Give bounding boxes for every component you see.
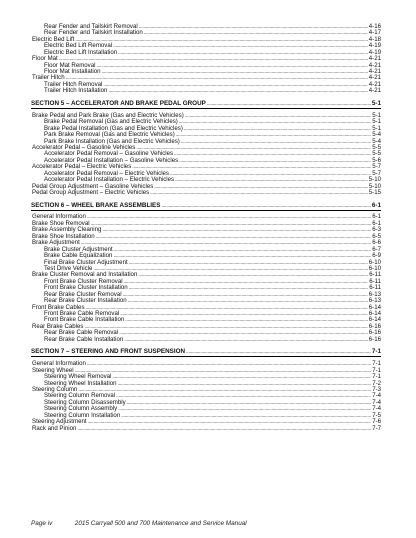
toc-entry-page: 4-21 — [368, 80, 381, 88]
toc-entry-page: 5-5 — [372, 150, 381, 158]
dot-leader — [161, 202, 370, 210]
toc-entry[interactable] — [31, 88, 381, 94]
toc-entry-page: 4-21 — [368, 87, 381, 95]
toc-entry-title: Park Brake Removal (Gas and Electric Vehicles) — [44, 131, 175, 139]
toc-entry-title: Rear Brake Cluster Installation — [44, 297, 127, 305]
toc-entry-page: 6-16 — [368, 329, 381, 337]
dot-leader — [150, 190, 368, 196]
table-of-contents — [31, 24, 381, 432]
toc-section-heading[interactable] — [31, 100, 381, 108]
toc-entry-page: 7-3 — [372, 385, 381, 393]
toc-entry-page: 7-6 — [372, 418, 381, 426]
section-page-number: 7-1 — [371, 348, 381, 356]
toc-entry-title: Rear Brake Cables — [32, 322, 84, 330]
toc-entry-page: 4-19 — [368, 48, 381, 56]
toc-entry-page: 7-1 — [372, 366, 381, 374]
toc-entry-title: Brake Shoe Installation — [32, 232, 95, 240]
toc-entry-title: Brake Cluster Removal and Installation — [32, 271, 138, 279]
toc-entry-title: Accelerator Pedal Installation – Electric Vehicles — [44, 176, 175, 184]
toc-entry-page: 4-18 — [368, 35, 381, 43]
dot-leader — [108, 88, 367, 94]
toc-entry-title: Electric Bed Lift Installation — [44, 48, 118, 56]
section-title: SECTION 6 – WHEEL BRAKE ASSEMBLIES — [31, 201, 161, 209]
toc-entry-page: 5-7 — [372, 163, 381, 171]
toc-entry-page: 6-11 — [369, 271, 381, 279]
toc-entry-page: 7-4 — [372, 398, 381, 406]
toc-entry-page: 4-21 — [368, 61, 381, 69]
toc-entry-title: Steering Column Removal — [44, 392, 116, 400]
toc-entry-title: General Information — [32, 213, 86, 221]
toc-entry-title: Brake Cable Equalization — [44, 252, 113, 260]
toc-entry-title: Steering Wheel — [32, 366, 74, 374]
toc-entry-page: 4-19 — [368, 42, 381, 50]
dot-leader — [186, 348, 371, 356]
toc-entry-title: General Information — [32, 360, 86, 368]
toc-entry-title: Accelerator Pedal Removal – Gasoline Vehicles — [44, 150, 174, 158]
toc-entry-title: Park Brake Installation (Gas and Electric Vehicles) — [44, 137, 180, 145]
toc-entry-page: 6-14 — [368, 316, 381, 324]
footer-manual-title: 2015 Carryall 500 and 700 Maintenance and Service Manual — [74, 520, 247, 527]
footer-page-number: Page iv — [31, 520, 53, 527]
toc-entry[interactable] — [31, 426, 381, 432]
toc-entry-title: Brake Shoe Removal — [32, 219, 90, 227]
toc-entry-page: 5-1 — [372, 118, 381, 126]
section-page-number: 5-1 — [371, 99, 381, 107]
toc-entry-page: 7-4 — [372, 392, 381, 400]
toc-entry-page: 5-10 — [368, 176, 381, 184]
toc-entry-title: Rear Fender and Tailskirt Removal — [44, 22, 138, 30]
toc-entry-title: Pedal Group Adjustment – Electric Vehicles — [32, 189, 150, 197]
toc-entry-title: Front Brake Cluster Installation — [44, 284, 128, 292]
toc-entry-title: Floor Mat Removal — [44, 61, 96, 69]
toc-entry-page: 5-15 — [368, 189, 381, 197]
toc-entry-title: Steering Column Installation — [44, 411, 121, 419]
toc-entry-title: Trailer Hitch Removal — [44, 80, 103, 88]
toc-entry-page: 7-4 — [372, 405, 381, 413]
section-page-number: 6-1 — [371, 201, 381, 209]
toc-entry-page: 7-1 — [372, 360, 381, 368]
toc-entry-title: Brake Assembly Cleaning — [32, 226, 102, 234]
toc-entry-title: Pedal Group Adjustment – Gasoline Vehicles — [32, 182, 154, 190]
toc-entry-page: 6-11 — [369, 277, 381, 285]
toc-entry-page: 5-6 — [372, 156, 381, 164]
toc-entry-title: Test Drive Vehicle — [44, 264, 93, 272]
toc-entry-page: 4-17 — [368, 29, 381, 37]
toc-section-heading[interactable] — [31, 202, 381, 210]
toc-entry-page: 4-21 — [368, 55, 381, 63]
toc-entry-title: Brake Cluster Adjustment — [44, 245, 113, 253]
toc-entry-page: 7-5 — [372, 411, 381, 419]
toc-entry-page: 5-10 — [368, 182, 381, 190]
toc-entry-title: Brake Pedal Installation (Gas and Electric Vehicles) — [44, 124, 183, 132]
toc-entry-title: Floor Mat Installation — [44, 68, 101, 76]
toc-entry[interactable] — [31, 337, 381, 343]
toc-entry-page: 5-4 — [372, 137, 381, 145]
toc-entry-page: 4-21 — [368, 74, 381, 82]
toc-entry-page: 6-11 — [369, 284, 381, 292]
toc-entry-title: Brake Pedal and Park Brake (Gas and Electric Vehicles) — [32, 111, 184, 119]
toc-entry-page: 6-13 — [368, 290, 381, 298]
page-footer — [31, 520, 386, 527]
toc-section-heading[interactable] — [31, 348, 381, 356]
toc-entry-title: Steering Column Assembly — [44, 405, 118, 413]
dot-leader — [207, 100, 371, 108]
toc-entry-title: Front Brake Cluster Removal — [44, 277, 123, 285]
toc-entry-page: 6-3 — [372, 226, 381, 234]
toc-entry-title: Front Brake Cable Installation — [44, 316, 125, 324]
toc-entry-title: Accelerator Pedal – Gasoline Vehicles — [32, 143, 136, 151]
toc-entry-page: 6-16 — [368, 335, 381, 343]
toc-entry-page: 7-1 — [372, 373, 381, 381]
toc-entry-page: 5-4 — [372, 131, 381, 139]
toc-entry-page: 6-14 — [368, 303, 381, 311]
toc-entry-page: 6-1 — [372, 219, 381, 227]
toc-entry-page: 6-7 — [372, 245, 381, 253]
toc-entry-title: Trailer Hitch Installation — [44, 87, 108, 95]
toc-entry-page: 7-7 — [372, 424, 381, 432]
toc-entry-title: Front Brake Cable Removal — [44, 310, 120, 318]
dot-leader — [77, 426, 371, 432]
toc-entry-title: Steering Wheel Installation — [44, 379, 117, 387]
toc-entry-title: Electric Bed Lift Removal — [44, 42, 113, 50]
toc-entry-title: Steering Wheel Removal — [44, 373, 112, 381]
toc-entry-page: 6-16 — [368, 322, 381, 330]
toc-entry-title: Rear Fender and Tailskirt Installation — [44, 29, 143, 37]
toc-entry-page: 6-9 — [372, 252, 381, 260]
toc-entry-page: 5-5 — [372, 143, 381, 151]
toc-entry-title: Accelerator Pedal Installation – Gasoline Vehicles — [44, 156, 179, 164]
toc-entry[interactable] — [31, 190, 381, 196]
toc-entry-title: Accelerator Pedal Removal – Electric Vehicles — [44, 169, 169, 177]
toc-entry-title: Floor Mat — [32, 55, 58, 63]
toc-entry-page: 6-10 — [368, 264, 381, 272]
toc-entry-title: Rack and Pinion — [32, 424, 77, 432]
toc-entry-title: Steering Column — [32, 385, 78, 393]
toc-entry-page: 7-2 — [372, 379, 381, 387]
toc-entry-title: Electric Bed Lift — [32, 35, 75, 43]
section-title: SECTION 7 – STEERING AND FRONT SUSPENSION — [31, 348, 186, 356]
toc-entry-page: 6-10 — [368, 258, 381, 266]
toc-entry-title: Final Brake Cluster Adjustment — [44, 258, 128, 266]
toc-entry-title: Accelerator Pedal – Electric Vehicles — [32, 163, 132, 171]
toc-entry-title: Steering Column Disassembly — [44, 398, 126, 406]
toc-entry-title: Trailer Hitch — [32, 74, 65, 82]
toc-entry-page: 6-14 — [368, 310, 381, 318]
toc-entry-page: 4-21 — [368, 68, 381, 76]
toc-entry-page: 6-5 — [372, 232, 381, 240]
dot-leader — [124, 337, 368, 343]
toc-entry-page: 5-1 — [372, 111, 381, 119]
toc-entry-page: 4-16 — [368, 22, 381, 30]
section-title: SECTION 5 – ACCELERATOR AND BRAKE PEDAL GROUP — [31, 99, 206, 107]
toc-entry-title: Steering Adjustment — [32, 418, 87, 426]
toc-entry-title: Front Brake Cables — [32, 303, 85, 311]
toc-entry-page: 6-13 — [368, 297, 381, 305]
toc-entry-title: Rear Brake Cable Installation — [44, 335, 124, 343]
toc-entry-title: Rear Brake Cluster Removal — [44, 290, 122, 298]
toc-entry-page: 6-1 — [372, 213, 381, 221]
toc-entry-page: 5-7 — [372, 169, 381, 177]
toc-entry-title: Rear Brake Cable Removal — [44, 329, 119, 337]
toc-entry-page: 5-1 — [372, 124, 381, 132]
toc-entry-title: Brake Adjustment — [32, 239, 80, 247]
toc-entry-title: Brake Pedal Removal (Gas and Electric Vehicles) — [44, 118, 178, 126]
toc-entry-page: 6-6 — [372, 239, 381, 247]
